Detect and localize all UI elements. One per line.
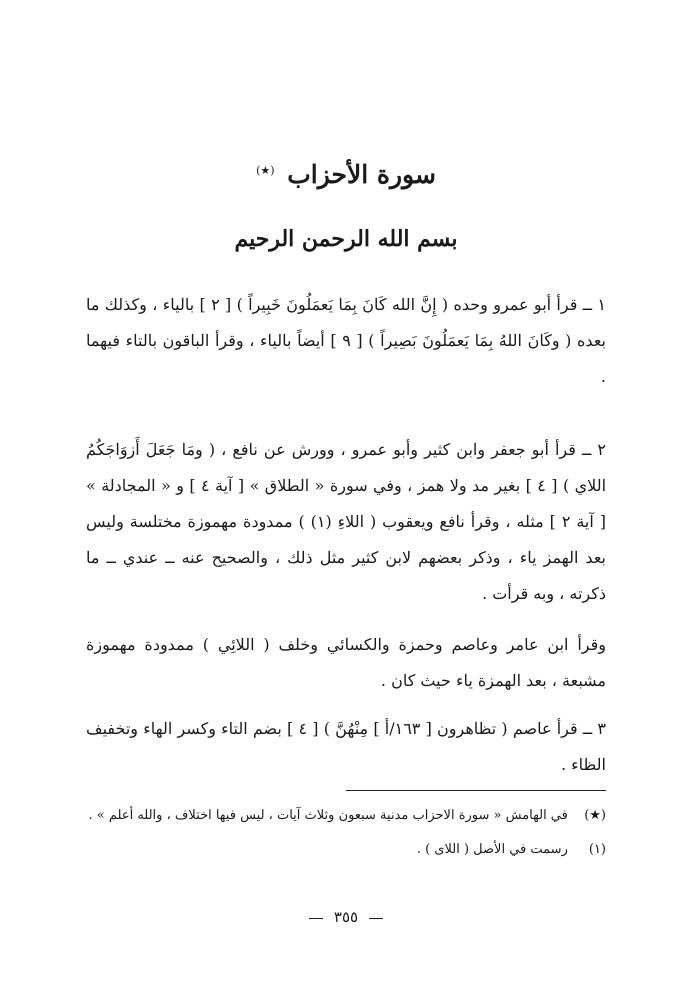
paragraph-3: وقرأ ابن عامر وعاصم وحمزة والكسائي وخلف ( اللائِي ) ممدودة مهموزة مشبعة ، بعد الهمزة ياء حيث كان . [86,635,606,690]
paragraph-1: ١ ــ قرأ أبو عمرو وحده ( إِنَّ الله كَانَ بِمَا يَعمَلُونَ خَبِيراً ) [ ٢ ] بالياء ، وكذلك ما بعده ( وكَانَ اللهُ بِمَا يَعمَلُونَ بَصِيراً ) [ ٩ ] أيضاً بالياء ، وقرأ الباقون بالتاء فيهما . [86,295,607,386]
page-number [0,908,692,926]
footnote-marker: (١) [588,842,606,857]
paragraph-2: ٢ ــ قرأ أبو جعفر وابن كثير وأبو عمرو ، وورش عن نافع ، ( ومَا جَعَلَ أَزوَاجَكُمُ اللاي ) [ ٤ ] بغير مد ولا همز ، وفي سورة « الطلاق » [ آية ٤ ] و « المجادلة » [ آية ٢ ] مثله ، وقرأ نافع ويعقوب ( اللاءِ (١) ) ممدودة مهموزة مختلسة وليس بعد الهمز ياء ، وذكر بعضهم لابن كثير مثل ذلك ، والصحيح عنه ــ عندي ــ ما ذكرته ، وبه قرأت . [86,440,607,603]
page-number-value: ٣٥٥ [333,908,359,926]
page-number-dash-left [309,918,323,919]
footnotes [86,804,606,872]
footnote-marker: (★) [584,808,606,823]
paragraph-4: ٣ ــ قرأ عاصم ( تظاهرون [ ١٦٣/أ ] مِنْهُنَّ ) [ ٤ ] بضم التاء وكسر الهاء وتخفيف الظاء . [86,719,607,774]
footnote-item [86,804,606,828]
basmala: بسم الله الرحمن الرحيم [234,226,458,252]
page-number-dash-right [369,918,383,919]
title-footnote-marker: (★) [256,163,275,177]
footnote-text: رسمت في الأصل ( اللاى ) . [416,842,568,857]
footnote-divider [346,790,606,791]
footnote-text: في الهامش « سورة الاحزاب مدنية سبعون وثلاث آيات ، ليس فيها اختلاف ، والله أعلم » . [88,808,568,823]
surah-title-text: سورة الأحزاب [287,160,436,189]
surah-title [0,160,692,189]
footnote-item [86,838,606,862]
